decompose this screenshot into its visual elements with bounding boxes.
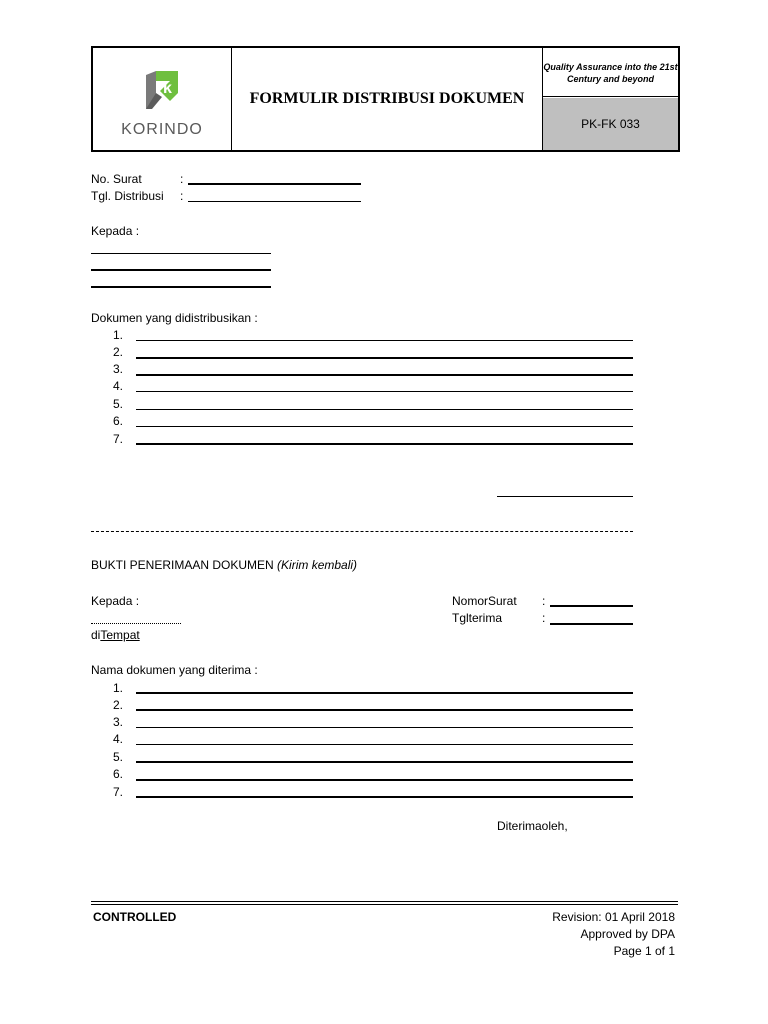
nomor-surat-field[interactable] bbox=[550, 605, 633, 607]
recv-number-3: 3. bbox=[113, 715, 124, 729]
recv-number-7: 7. bbox=[113, 785, 124, 799]
tgl-distribusi-label: Tgl. Distribusi bbox=[91, 189, 164, 203]
dokumen-label: Dokumen yang didistribusikan : bbox=[91, 311, 258, 325]
quality-tagline: Quality Assurance into the 21st Century and beyond bbox=[543, 48, 678, 97]
nomor-surat-colon: : bbox=[542, 594, 546, 608]
document-header bbox=[91, 46, 680, 152]
cut-line bbox=[91, 531, 633, 532]
kepada-dotted-field[interactable] bbox=[91, 623, 181, 624]
diterima-oleh: Diterimaoleh, bbox=[497, 819, 568, 833]
recv-line-1[interactable] bbox=[136, 692, 633, 694]
tempat-text: Tempat bbox=[100, 628, 140, 642]
form-code: PK-FK 033 bbox=[543, 98, 678, 150]
recv-line-5[interactable] bbox=[136, 761, 633, 763]
no-surat-colon: : bbox=[180, 172, 184, 186]
recv-number-4: 4. bbox=[113, 732, 124, 746]
doc-line-6[interactable] bbox=[136, 426, 633, 427]
doc-number-5: 5. bbox=[113, 397, 124, 411]
doc-line-4[interactable] bbox=[136, 391, 633, 392]
doc-line-1[interactable] bbox=[136, 340, 633, 341]
kepada-line-1[interactable] bbox=[91, 253, 271, 254]
recv-line-4[interactable] bbox=[136, 744, 633, 745]
recv-number-1: 1. bbox=[113, 681, 124, 695]
recv-number-5: 5. bbox=[113, 750, 124, 764]
di-prefix: di bbox=[91, 628, 101, 642]
tgl-distribusi-colon: : bbox=[180, 189, 184, 203]
doc-number-3: 3. bbox=[113, 362, 124, 376]
revision-text: Revision: 01 April 2018 bbox=[552, 910, 675, 924]
korindo-logo-icon bbox=[142, 71, 182, 113]
controlled-status: CONTROLLED bbox=[93, 910, 177, 924]
doc-line-3[interactable] bbox=[136, 374, 633, 376]
no-surat-field[interactable] bbox=[188, 183, 361, 185]
no-surat-label: No. Surat bbox=[91, 172, 142, 186]
tgl-distribusi-field[interactable] bbox=[188, 201, 361, 202]
doc-number-6: 6. bbox=[113, 414, 124, 428]
svg-text:k: k bbox=[163, 80, 172, 97]
doc-number-1: 1. bbox=[113, 328, 124, 342]
footer-rule-top bbox=[91, 901, 678, 902]
signature-line[interactable] bbox=[497, 496, 633, 497]
receipt-title bbox=[91, 557, 357, 573]
page-number: Page 1 of 1 bbox=[613, 944, 675, 958]
di-tempat bbox=[91, 627, 140, 643]
tgl-terima-colon: : bbox=[542, 611, 546, 625]
kepada-line-2[interactable] bbox=[91, 269, 271, 271]
tgl-terima-field[interactable] bbox=[550, 623, 633, 625]
kepada-label: Kepada : bbox=[91, 224, 140, 238]
doc-line-7[interactable] bbox=[136, 443, 633, 445]
kepada-line-3[interactable] bbox=[91, 286, 271, 288]
recv-number-6: 6. bbox=[113, 767, 124, 781]
doc-number-2: 2. bbox=[113, 345, 124, 359]
footer-rule-bottom bbox=[91, 904, 678, 905]
doc-line-5[interactable] bbox=[136, 409, 633, 410]
recv-line-7[interactable] bbox=[136, 796, 633, 798]
nomor-surat-label: NomorSurat bbox=[452, 594, 517, 608]
nama-dokumen-label: Nama dokumen yang diterima : bbox=[91, 663, 258, 677]
form-title: FORMULIR DISTRIBUSI DOKUMEN bbox=[232, 48, 543, 150]
recv-line-2[interactable] bbox=[136, 709, 633, 711]
logo-text: KORINDO bbox=[121, 121, 203, 138]
kepada-label-2: Kepada : bbox=[91, 594, 140, 608]
tgl-terima-label: Tglterima bbox=[452, 611, 503, 625]
logo-cell bbox=[93, 48, 232, 150]
recv-number-2: 2. bbox=[113, 698, 124, 712]
doc-number-4: 4. bbox=[113, 379, 124, 393]
doc-number-7: 7. bbox=[113, 432, 124, 446]
recv-line-3[interactable] bbox=[136, 727, 633, 728]
approved-text: Approved by DPA bbox=[580, 927, 675, 941]
receipt-title-note: (Kirim kembali) bbox=[277, 558, 358, 572]
recv-line-6[interactable] bbox=[136, 779, 633, 781]
doc-line-2[interactable] bbox=[136, 357, 633, 359]
receipt-title-text: BUKTI PENERIMAAN DOKUMEN bbox=[91, 558, 278, 572]
